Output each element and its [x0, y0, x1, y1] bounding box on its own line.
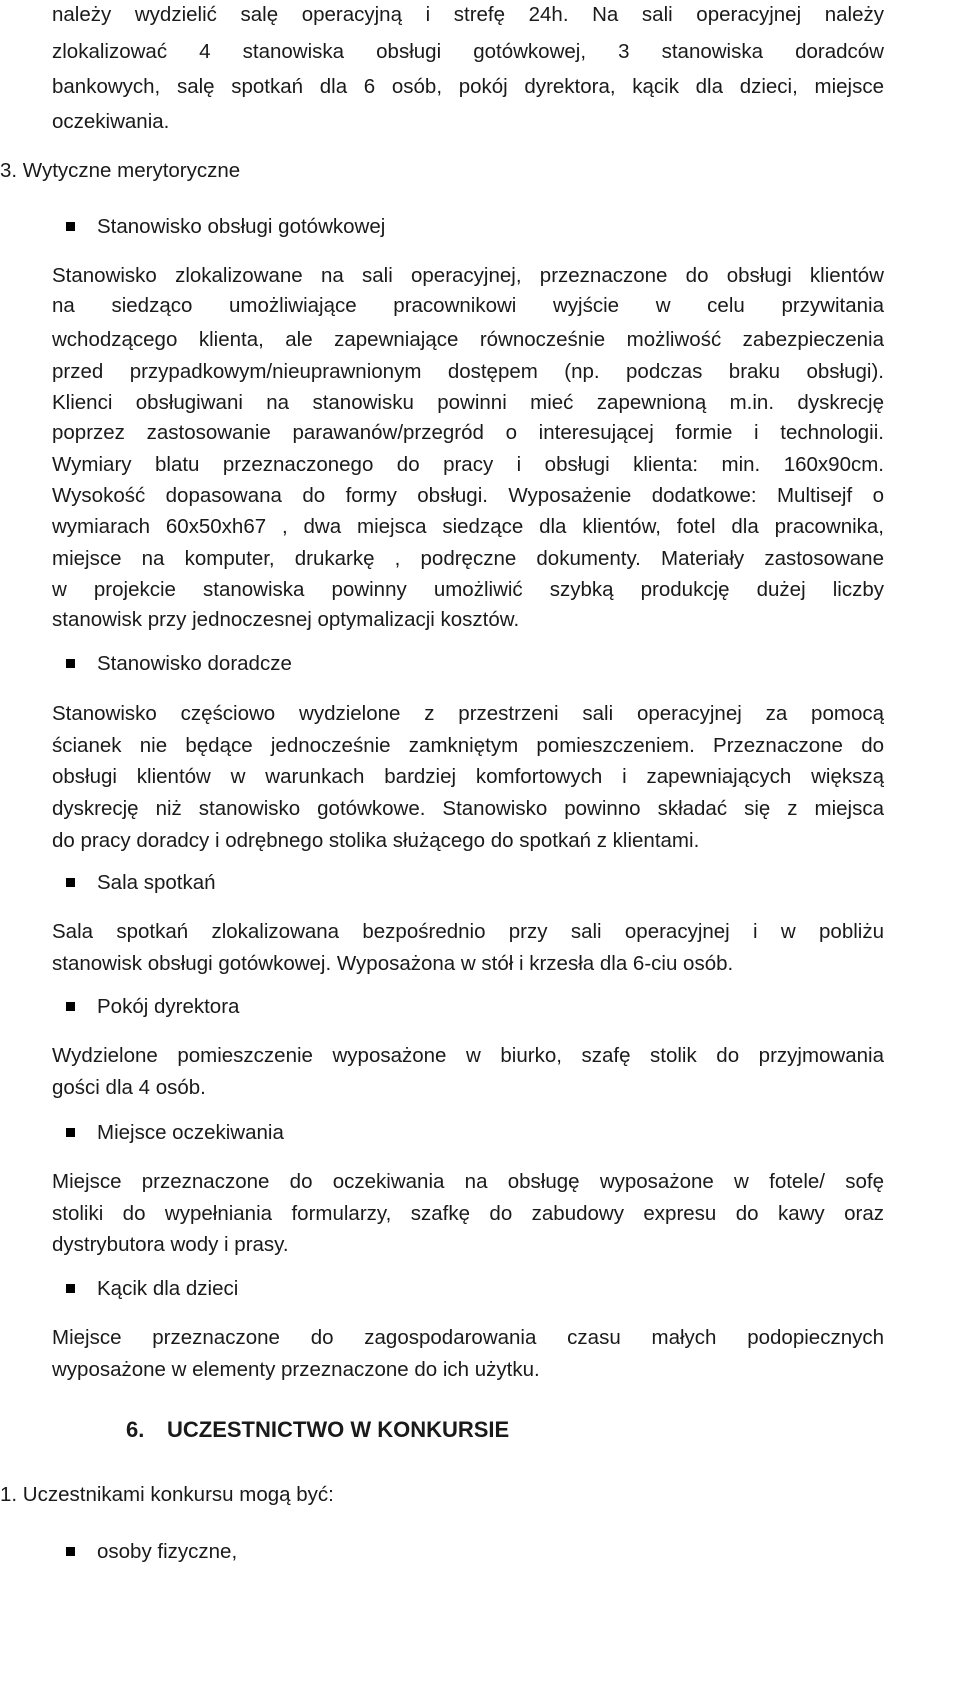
text-line: przed przypadkowym/nieuprawnionym dostępem (np. podczas braku obsługi). [52, 360, 884, 383]
bullet-square-icon [66, 222, 75, 231]
text-line: Klienci obsługiwani na stanowisku powinni mieć zapewnioną m.in. dyskrecję [52, 391, 884, 414]
text-line: gości dla 4 osób. [52, 1076, 206, 1099]
text-line: ścianek nie będące jednocześnie zamkniętym pomieszczeniem. Przeznaczone do [52, 734, 884, 757]
text-line: obsługi klientów w warunkach bardziej komfortowych i zapewniających większą [52, 765, 884, 788]
bullet-heading-text: Sala spotkań [97, 871, 216, 894]
section-6-heading [126, 1414, 509, 1446]
bullet-square-icon [66, 1547, 75, 1556]
bullet-square-icon [66, 878, 75, 887]
text-line: Wysokość dopasowana do formy obsługi. Wyposażenie dodatkowe: Multisejf o [52, 484, 884, 507]
text-line: należy wydzielić salę operacyjną i strefę 24h. Na sali operacyjnej należy [52, 3, 884, 26]
text-line: Stanowisko częściowo wydzielone z przestrzeni sali operacyjnej za pomocą [52, 702, 884, 725]
bullet-square-icon [66, 1002, 75, 1011]
section-6-number: 6. [126, 1417, 145, 1442]
bullet-heading-text: Stanowisko obsługi gotówkowej [97, 215, 386, 238]
text-line: Miejsce przeznaczone do oczekiwania na obsługę wyposażone w fotele/ sofę [52, 1170, 884, 1193]
section-6-title: UCZESTNICTWO W KONKURSIE [167, 1417, 510, 1442]
text-line: wyposażone w elementy przeznaczone do ich użytku. [52, 1358, 540, 1381]
text-line: Sala spotkań zlokalizowana bezpośrednio przy sali operacyjnej i w pobliżu [52, 920, 884, 943]
bullet-square-icon [66, 1128, 75, 1137]
text-line: wymiarach 60x50xh67 , dwa miejsca siedzące dla klientów, fotel dla pracownika, [52, 515, 884, 538]
text-line: Stanowisko zlokalizowane na sali operacyjnej, przeznaczone do obsługi klientów [52, 264, 884, 287]
text-line: miejsce na komputer, drukarkę , podręczne dokumenty. Materiały zastosowane [52, 547, 884, 570]
text-line: wchodzącego klienta, ale zapewniające równocześnie możliwość zabezpieczenia [52, 328, 884, 351]
text-line: dyskrecję niż stanowisko gotówkowe. Stanowisko powinno składać się z miejsca [52, 797, 884, 820]
text-line: stanowisk przy jednoczesnej optymalizacji kosztów. [52, 608, 520, 631]
bullet-heading-text: Pokój dyrektora [97, 995, 240, 1018]
text-line: do pracy doradcy i odrębnego stolika służącego do spotkań z klientami. [52, 829, 700, 852]
item-1-text: 1. Uczestnikami konkursu mogą być: [0, 1483, 334, 1506]
text-line: Wydzielone pomieszczenie wyposażone w biurko, szafę stolik do przyjmowania [52, 1044, 884, 1067]
text-line: poprzez zastosowanie parawanów/przegród o interesującej formie i technologii. [52, 421, 884, 444]
bullet-heading-text: Kącik dla dzieci [97, 1277, 239, 1300]
text-line: dystrybutora wody i prasy. [52, 1233, 289, 1256]
text-line: stoliki do wypełniania formularzy, szafkę do zabudowy expresu do kawy oraz [52, 1202, 884, 1225]
text-line: bankowych, salę spotkań dla 6 osób, pokój dyrektora, kącik dla dzieci, miejsce [52, 75, 884, 98]
bullet-heading-text: Miejsce oczekiwania [97, 1121, 284, 1144]
bullet-square-icon [66, 1284, 75, 1293]
text-line: na siedząco umożliwiające pracownikowi wyjście w celu przywitania [52, 294, 884, 317]
section-3-title: 3. Wytyczne merytoryczne [0, 159, 241, 182]
bullet-square-icon [66, 659, 75, 668]
text-line: oczekiwania. [52, 110, 170, 133]
text-line: Miejsce przeznaczone do zagospodarowania czasu małych podopiecznych [52, 1326, 884, 1349]
text-line: stanowisk obsługi gotówkowej. Wyposażona w stół i krzesła dla 6-ciu osób. [52, 952, 734, 975]
bullet-text: osoby fizyczne, [97, 1540, 238, 1563]
text-line: Wymiary blatu przeznaczonego do pracy i obsługi klienta: min. 160x90cm. [52, 453, 884, 476]
text-line: w projekcie stanowiska powinny umożliwić szybką produkcję dużej liczby [52, 578, 884, 601]
bullet-heading-text: Stanowisko doradcze [97, 652, 292, 675]
text-line: zlokalizować 4 stanowiska obsługi gotówkowej, 3 stanowiska doradców [52, 40, 884, 63]
